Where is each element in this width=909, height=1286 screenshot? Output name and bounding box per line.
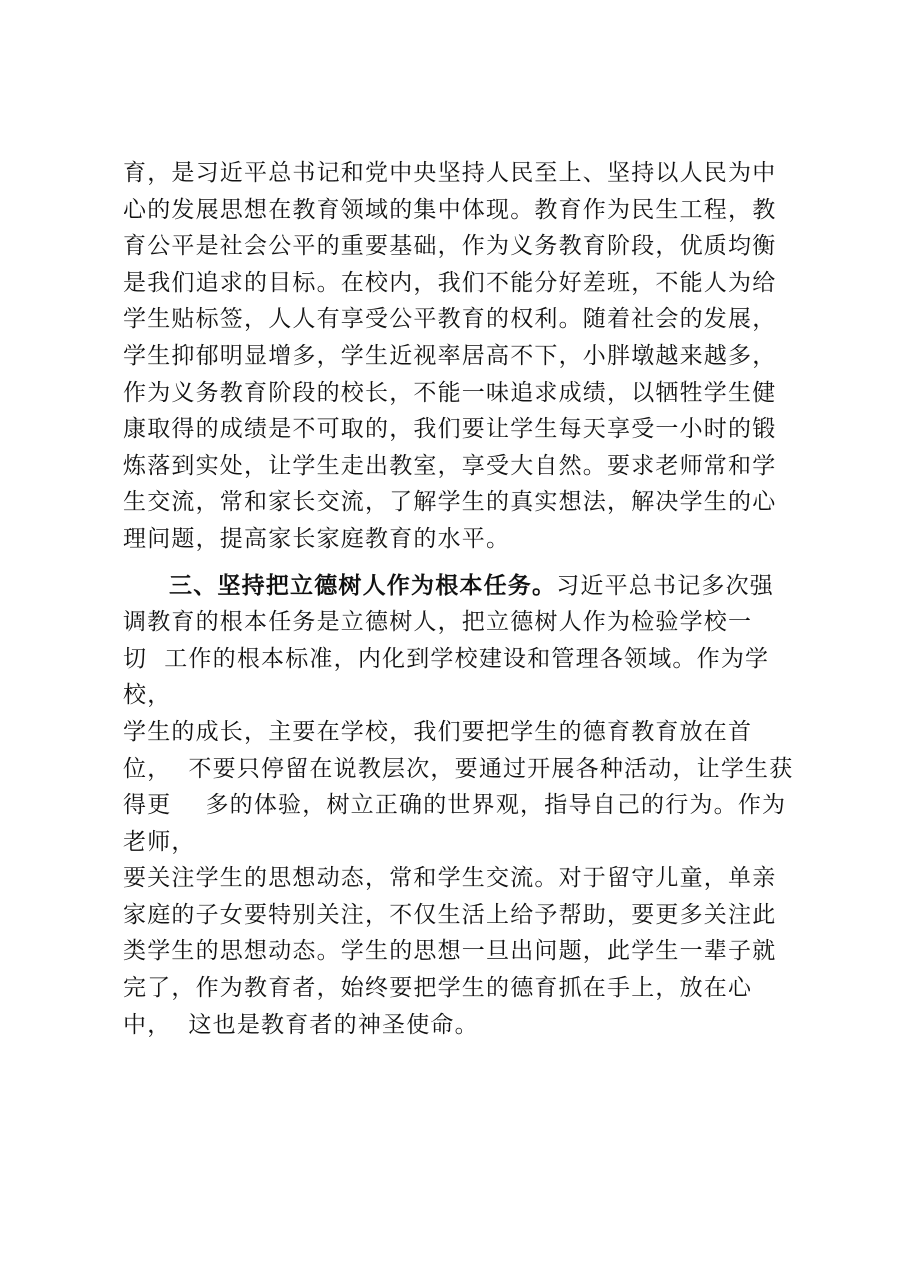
paragraph-1-line: 育，是习近平总书记和党中央坚持人民至上、坚持以人民为中 — [123, 160, 777, 186]
paragraph-1-line: 心的发展思想在教育领域的集中体现。教育作为民生工程，教 — [123, 196, 777, 223]
section-3-line: 得更 多的体验，树立正确的世界观，指导自己的行为。作为 — [123, 792, 787, 819]
section-3-line: 调教育的根本任务是立德树人，把立德树人作为检验学校一 — [123, 609, 753, 636]
section-3-line: 位， 不要只停留在说教层次，要通过开展各种活动，让学生获 — [123, 755, 794, 782]
paragraph-1-line: 炼落到实处，让学生走出教室，享受大自然。要求老师常和学 — [123, 452, 777, 479]
paragraph-1-line: 康取得的成绩是不可取的，我们要让学生每天享受一小时的锻 — [123, 416, 777, 443]
paragraph-1-line: 作为义务教育阶段的校长，不能一味追求成绩，以牺牲学生健 — [123, 379, 777, 406]
paragraph-1-line: 育公平是社会公平的重要基础，作为义务教育阶段，优质均衡 — [123, 233, 777, 260]
paragraph-1-line: 生交流，常和家长交流，了解学生的真实想法，解决学生的心 — [123, 489, 777, 516]
paragraph-1-line: 是我们追求的目标。在校内，我们不能分好差班，不能人为给 — [123, 269, 777, 296]
section-3-line: 学生的成长，主要在学校，我们要把学生的德育教育放在首 — [123, 718, 753, 745]
section-3-line: 完了，作为教育者，始终要把学生的德育抓在手上，放在心 — [123, 975, 753, 1002]
paragraph-1-line: 学生贴标签，人人有享受公平教育的权利。随着社会的发展， — [123, 306, 777, 333]
section-3-line: 要关注学生的思想动态，常和学生交流。对于留守儿童，单亲 — [123, 865, 777, 892]
section-3-line: 家庭的子女要特别关注，不仅生活上给予帮助，要更多关注此 — [123, 901, 777, 928]
section-3-heading: 三、坚持把立德树人作为根本任务。 — [169, 571, 557, 599]
section-3-first-line — [123, 568, 823, 605]
section-3-line: 类学生的思想动态。学生的思想一旦出问题，此学生一辈子就 — [123, 938, 777, 965]
paragraph-spacer — [123, 558, 823, 568]
document-body — [123, 155, 823, 1043]
section-3-first-line-text: 习近平总书记多次强 — [556, 572, 775, 599]
section-3-line: 校， — [123, 682, 172, 709]
section-3-line: 切 工作的根本标准，内化到学校建设和管理各领域。作为学 — [123, 645, 770, 672]
paragraph-1-line: 理问题，提高家长家庭教育的水平。 — [123, 525, 511, 552]
section-3-line: 老师， — [123, 828, 196, 855]
section-3-line: 中， 这也是教育者的神圣使命。 — [123, 1011, 479, 1038]
paragraph-1 — [123, 155, 823, 558]
paragraph-1-line: 学生抑郁明显增多，学生近视率居高不下，小胖墩越来越多， — [123, 342, 777, 369]
section-3 — [123, 568, 823, 1044]
